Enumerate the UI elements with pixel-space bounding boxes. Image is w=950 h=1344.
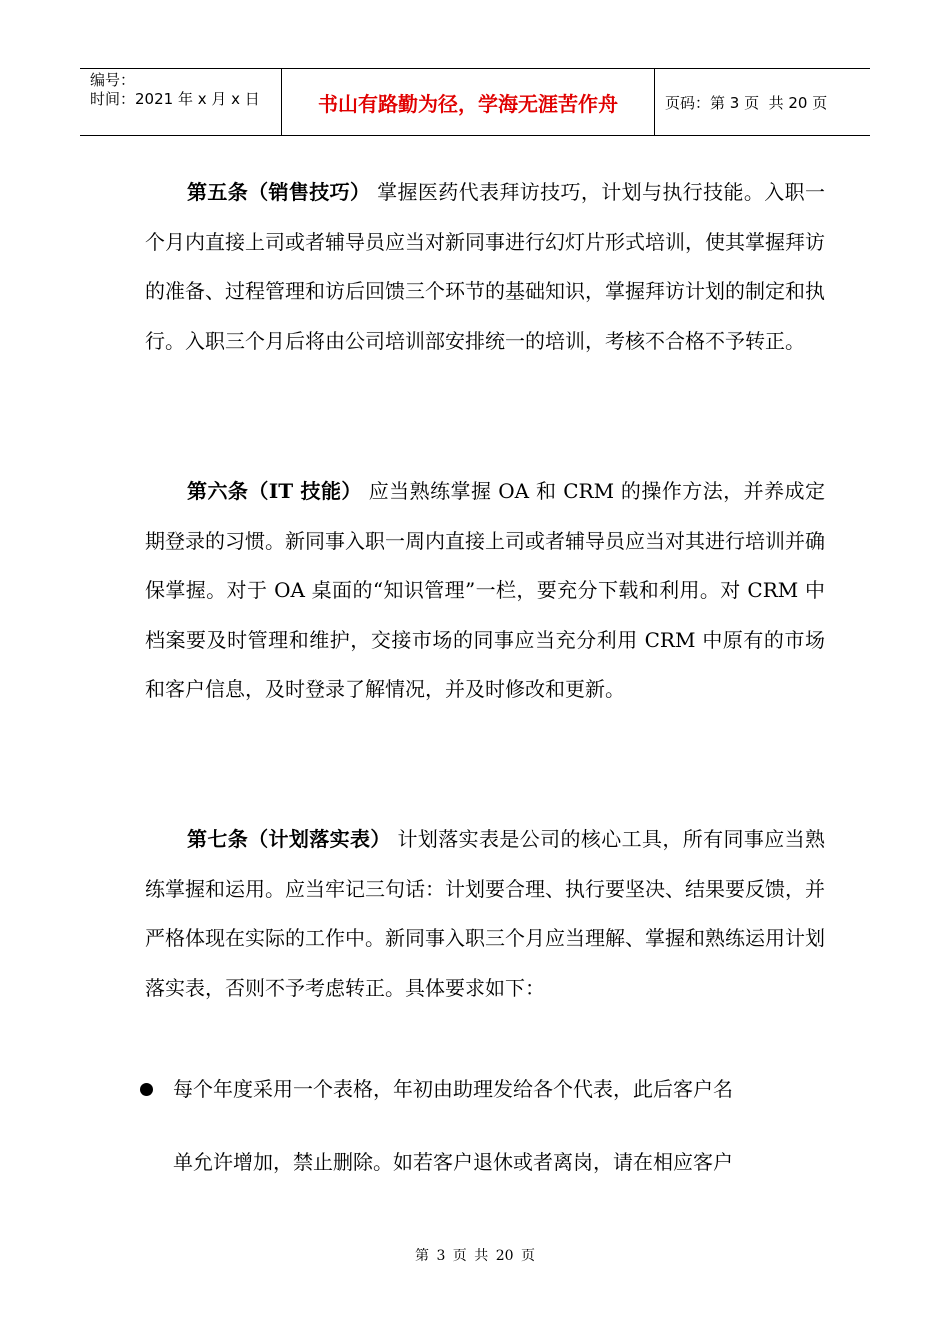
article-5-body: 掌握医药代表拜访技巧，计划与执行技能。入职一个月内直接上司或者辅导员应当对新同事进行幻灯片形式培训，使其掌握拜访的准备、过程管理和访后回馈三个环节的基础知识，掌握拜访计划的制定和执行。入职三个月后将由公司培训部安排统一的培训，考核不合格不予转正。 bbox=[145, 180, 826, 353]
article-5-title: 第五条（销售技巧） bbox=[187, 180, 371, 204]
article-6 bbox=[145, 467, 825, 715]
article-6-body: 应当熟练掌握 OA 和 CRM 的操作方法，并养成定期登录的习惯。新同事入职一周内直接上司或者辅导员应当对其进行培训并确保掌握。对于 OA 桌面的“知识管理”一栏，要充分下载和利用。对 CRM 中档案要及时管理和维护，交接市场的同事应当充分利用 CRM 中原有的市场和客户信息，及时登录了解情况，并及时修改和更新。 bbox=[145, 479, 826, 701]
page-header bbox=[80, 68, 870, 136]
bullet-dot-icon bbox=[140, 1083, 153, 1096]
header-motto: 书山有路勤为径，学海无涯苦作舟 bbox=[282, 69, 655, 135]
page-footer: 第 3 页 共 20 页 bbox=[415, 1248, 535, 1264]
article-7 bbox=[145, 815, 825, 1013]
bullet-line-2: 单允许增加，禁止删除。如若客户退休或者离岗，请在相应客户 bbox=[173, 1150, 733, 1174]
article-7-title: 第七条（计划落实表） bbox=[187, 827, 391, 851]
serial-number-label: 编号： bbox=[90, 71, 136, 89]
header-meta bbox=[80, 69, 282, 135]
bullet-line-1: 每个年度采用一个表格，年初由助理发给各个代表，此后客户名 bbox=[173, 1077, 733, 1101]
article-7-body: 计划落实表是公司的核心工具，所有同事应当熟练掌握和运用。应当牢记三句话：计划要合理、执行要坚决、结果要反馈，并严格体现在实际的工作中。新同事入职三个月应当理解、掌握和熟练运用计划落实表，否则不予考虑转正。具体要求如下： bbox=[145, 827, 826, 1000]
header-page-text: 页码：第 3 页 共 20 页 bbox=[665, 93, 828, 112]
article-6-title: 第六条（IT 技能） bbox=[187, 479, 362, 503]
header-page-info bbox=[655, 69, 870, 135]
article-5 bbox=[145, 168, 825, 366]
date-label: 时间：2021 年 x 月 x 日 bbox=[90, 90, 260, 108]
bullet-item bbox=[140, 1065, 820, 1174]
